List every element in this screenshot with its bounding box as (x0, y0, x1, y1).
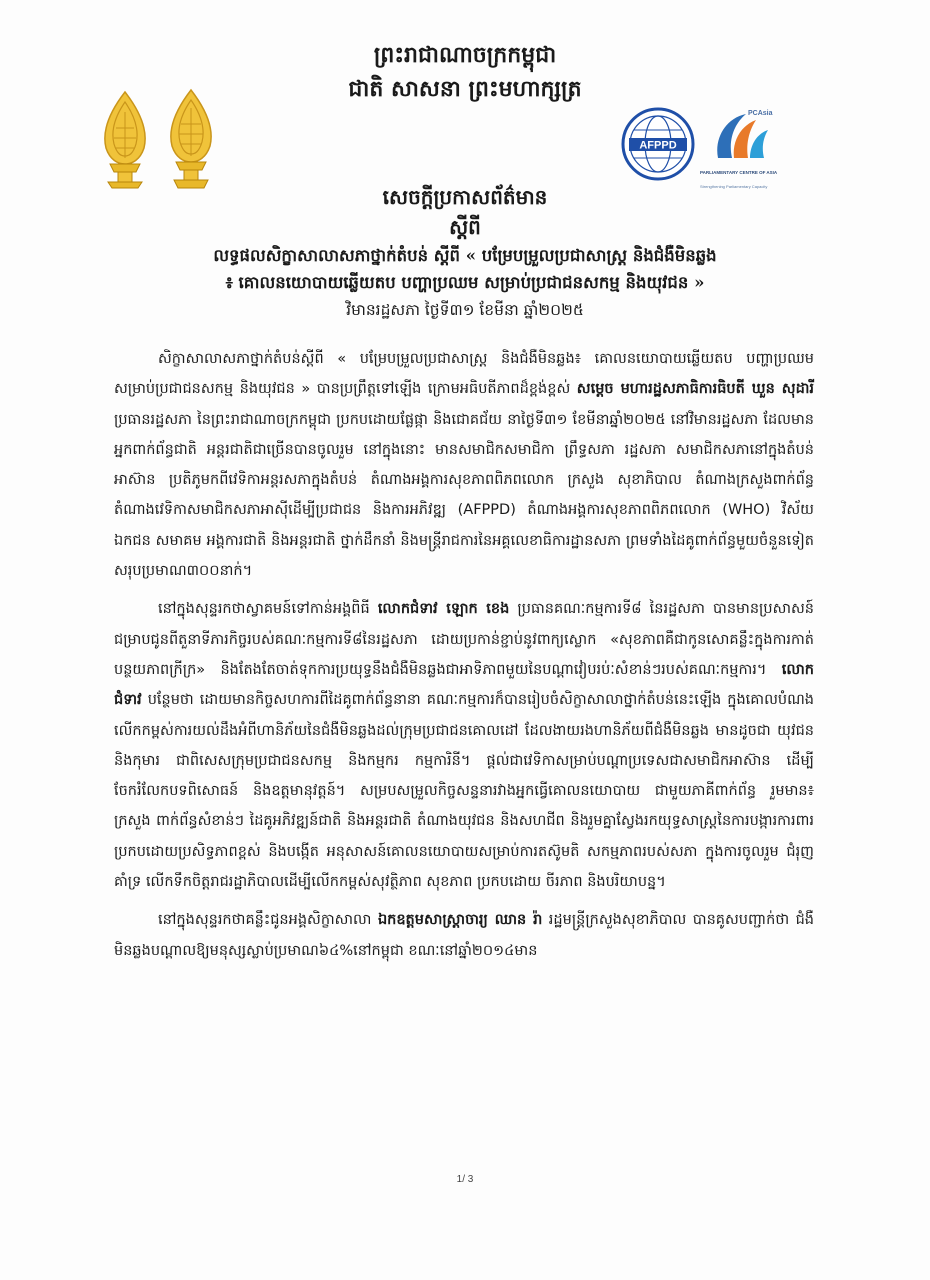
paragraph-3 (114, 905, 814, 966)
page-number: 1/ 3 (456, 1174, 474, 1185)
pcasia-logo-text: PCAsia (748, 110, 773, 117)
letterhead (250, 38, 680, 106)
title-line-4: ៖ គោលនយោបាយឆ្លើយតប បញ្ហាប្រឈម សម្រាប់ប្រជាជនសកម្ម និងយុវជន » (225, 273, 705, 292)
paragraph-2-text-c: បន្ថែមថា ដោយមានកិច្ចសហការពីដៃគូពាក់ព័ន្ធនានា គណៈកម្មការក៏បានរៀបចំសិក្ខាសាលាថ្នាក់តំបន់នេះឡើង ក្នុងគោលបំណងលើកកម្ពស់ការយល់ដឹងអំពីហានិភ័យនៃជំងឺមិនឆ្លងដល់ក្រុមប្រជាជនគោលដៅ ដែលងាយរងហានិភ័យពីជំងឺមិនឆ្លង មានដូចជា យុវជន និងកុមារ ជាពិសេសក្រុមប្រជាជនសកម្ម និងកម្មករ កម្មការិនី។ ផ្តល់ជាវេទិកាសម្រាប់បណ្តាប្រទេសជាសមាជិកអាស៊ាន ដើម្បីចែករំលែកបទពិសោធន៍ និងឧត្តមានុវត្តន៍។ សម្របសម្រួលកិច្ចសន្ទនារវាងអ្នកធ្វើគោលនយោបាយ ជាមួយភាគីពាក់ព័ន្ធ រួមមាន៖ ក្រសួង ពាក់ព័ន្ធសំខាន់ៗ ដៃគូអភិវឌ្ឍន៍ជាតិ និងអន្តរជាតិ តំណាងយុវជន និងសហជីព និងរួមគ្នាស្វែងរកយុទ្ធសាស្ត្រនៃការបង្ការការពារប្រកបដោយប្រសិទ្ធភាពខ្ពស់ និងបង្កើត អនុសាសន៍គោលនយោបាយសម្រាប់ការតស៊ូមតិ សកម្មភាពរបស់សភា ក្នុងការចូលរួម ជំរុញគាំទ្រ លើកទឹកចិត្តរាជរដ្ឋាភិបាលដើម្បីលើកកម្ពស់សុវត្ថិភាព សុខភាព ប្រកបដោយ ចីរភាព និងបរិយាបន្ន។ (114, 692, 814, 891)
senate-emblem-icon (162, 88, 220, 192)
paragraph-2 (114, 594, 814, 897)
title-line-2: ស្តីពី (449, 215, 481, 239)
title-date: វិមានរដ្ឋសភា ថ្ងៃទី៣១ ខែមីនា ឆ្នាំ២០២៥ (346, 301, 584, 319)
national-assembly-emblem-icon (96, 88, 154, 192)
afppd-logo (620, 106, 696, 182)
paragraph-1 (114, 344, 814, 586)
press-release-title (120, 182, 810, 324)
pcasia-name: PARLIAMENTARY CENTRE OF ASIA (700, 170, 778, 175)
pcasia-motto: Strengthening Parliamentary Capacity (700, 184, 768, 189)
national-motto: ជាតិ សាសនា ព្រះមហាក្សត្រ (348, 76, 582, 102)
health-minister-name: ឯកឧត្តមសាស្ត្រាចារ្យ ឈាន រ៉ា (377, 912, 543, 929)
paragraph-2-text-a: នៅក្នុងសុន្ទរកថាស្វាគមន៍ទៅកាន់អង្គពិធី (158, 601, 378, 618)
title-line-3: លទ្ធផលសិក្ខាសាលាសភាថ្នាក់តំបន់ ស្តីពី « បម្រែបម្រួលប្រជាសាស្ត្រ និងជំងឺមិនឆ្លង (213, 246, 717, 265)
commission-chair-title: លោកជំទាវ (114, 661, 814, 709)
paragraph-1-text-b: ប្រធានរដ្ឋសភា នៃព្រះរាជាណាចក្រកម្ពុជា ប្រកបដោយផ្លែផ្កា និងជោគជ័យ នាថ្ងៃទី៣១ ខែមីនាឆ្នាំ២០២៥ នៅវិមានរដ្ឋសភា ដែលមានអ្នកពាក់ព័ន្ធជាតិ អន្តរជាតិជាច្រើនបានចូលរួម នៅក្នុងនោះ មានសមាជិកសមាជិកា ព្រឹទ្ធសភា រដ្ឋសភា សមាជិកសភានៅក្នុងតំបន់អាស៊ាន ប្រតិភូមកពីវេទិកាអន្តរសភាក្នុងតំបន់ តំណាងអង្គការសុខភាពពិភពលោក ក្រសួង សុខាភិបាល តំណាងក្រសួងពាក់ព័ន្ធ តំណាងវេទិកាសមាជិកសភាអាស៊ីដើម្បីប្រជាជន និងការអភិវឌ្ឍ (AFPPD) តំណាងអង្គការសុខភាពពិភពលោក (WHO) វិស័យឯកជន សមាគម អង្គការជាតិ និងអន្តរជាតិ ថ្នាក់ដឹកនាំ និងមន្ត្រីរាជការនៃអគ្គលេខាធិការដ្ឋានសភា ព្រមទាំងដៃគូពាក់ព័ន្ធមួយចំនួនទៀត សរុបប្រមាណ៣០០នាក់។ (114, 411, 814, 580)
president-name: សម្តេច មហារដ្ឋសភាធិការធិបតី ឃួន សុដារី (576, 381, 814, 398)
commission-chair-name: លោកជំទាវ ឡោក ខេង (377, 601, 510, 618)
paragraph-3-text-b: រដ្ឋមន្ត្រីក្រសួងសុខាភិបាល បានគូសបញ្ជាក់ថា ជំងឺមិនឆ្លងបណ្តាលឱ្យមនុស្សស្លាប់ប្រមាណ៦៤%នៅកម្ពុជា ខណៈនៅឆ្នាំ២០១៤មាន (114, 912, 814, 959)
afppd-logo-text: AFPPD (639, 139, 677, 152)
paragraph-1-text-a: សិក្ខាសាលាសភាថ្នាក់តំបន់ស្តីពី « បម្រែបម្រួលប្រជាសាស្ត្រ និងជំងឺមិនឆ្លង៖ គោលនយោបាយឆ្លើយតប បញ្ហាប្រឈម សម្រាប់ប្រជាជនសកម្ម និងយុវជន » បានប្រព្រឹត្តទៅឡើង ក្រោមអធិបតីភាពដ៏ខ្ពង់ខ្ពស់ (114, 351, 814, 398)
kingdom-name: ព្រះរាជាណាចក្រកម្ពុជា (373, 42, 557, 68)
body-text (114, 344, 814, 974)
paragraph-3-text-a: នៅក្នុងសុន្ទរកថាគន្លឹះជូនអង្គសិក្ខាសាលា (158, 912, 378, 929)
paragraph-2-text-b: ប្រធានគណៈកម្មការទី៨ នៃរដ្ឋសភា បានមានប្រសាសន៍ជម្រាបជូនពីតួនាទីភារកិច្ចរបស់គណៈកម្មការទី៨នៃរដ្ឋសភា ដោយប្រកាន់ខ្ជាប់នូវពាក្យស្លោក «សុខភាពគឺជាកូនសោគន្លឹះក្នុងការកាត់បន្ថយភាពក្រីក្រ» និងតែងតែចាត់ទុកការប្រយុទ្ធនឹងជំងឺមិនឆ្លងជាអាទិភាពមួយនៃបណ្តាវៀបរប់ៈសំខាន់ៗរបស់គណៈកម្មការ។ (114, 601, 814, 678)
title-line-1: សេចក្តីប្រកាសព័ត៌មាន (382, 185, 548, 209)
